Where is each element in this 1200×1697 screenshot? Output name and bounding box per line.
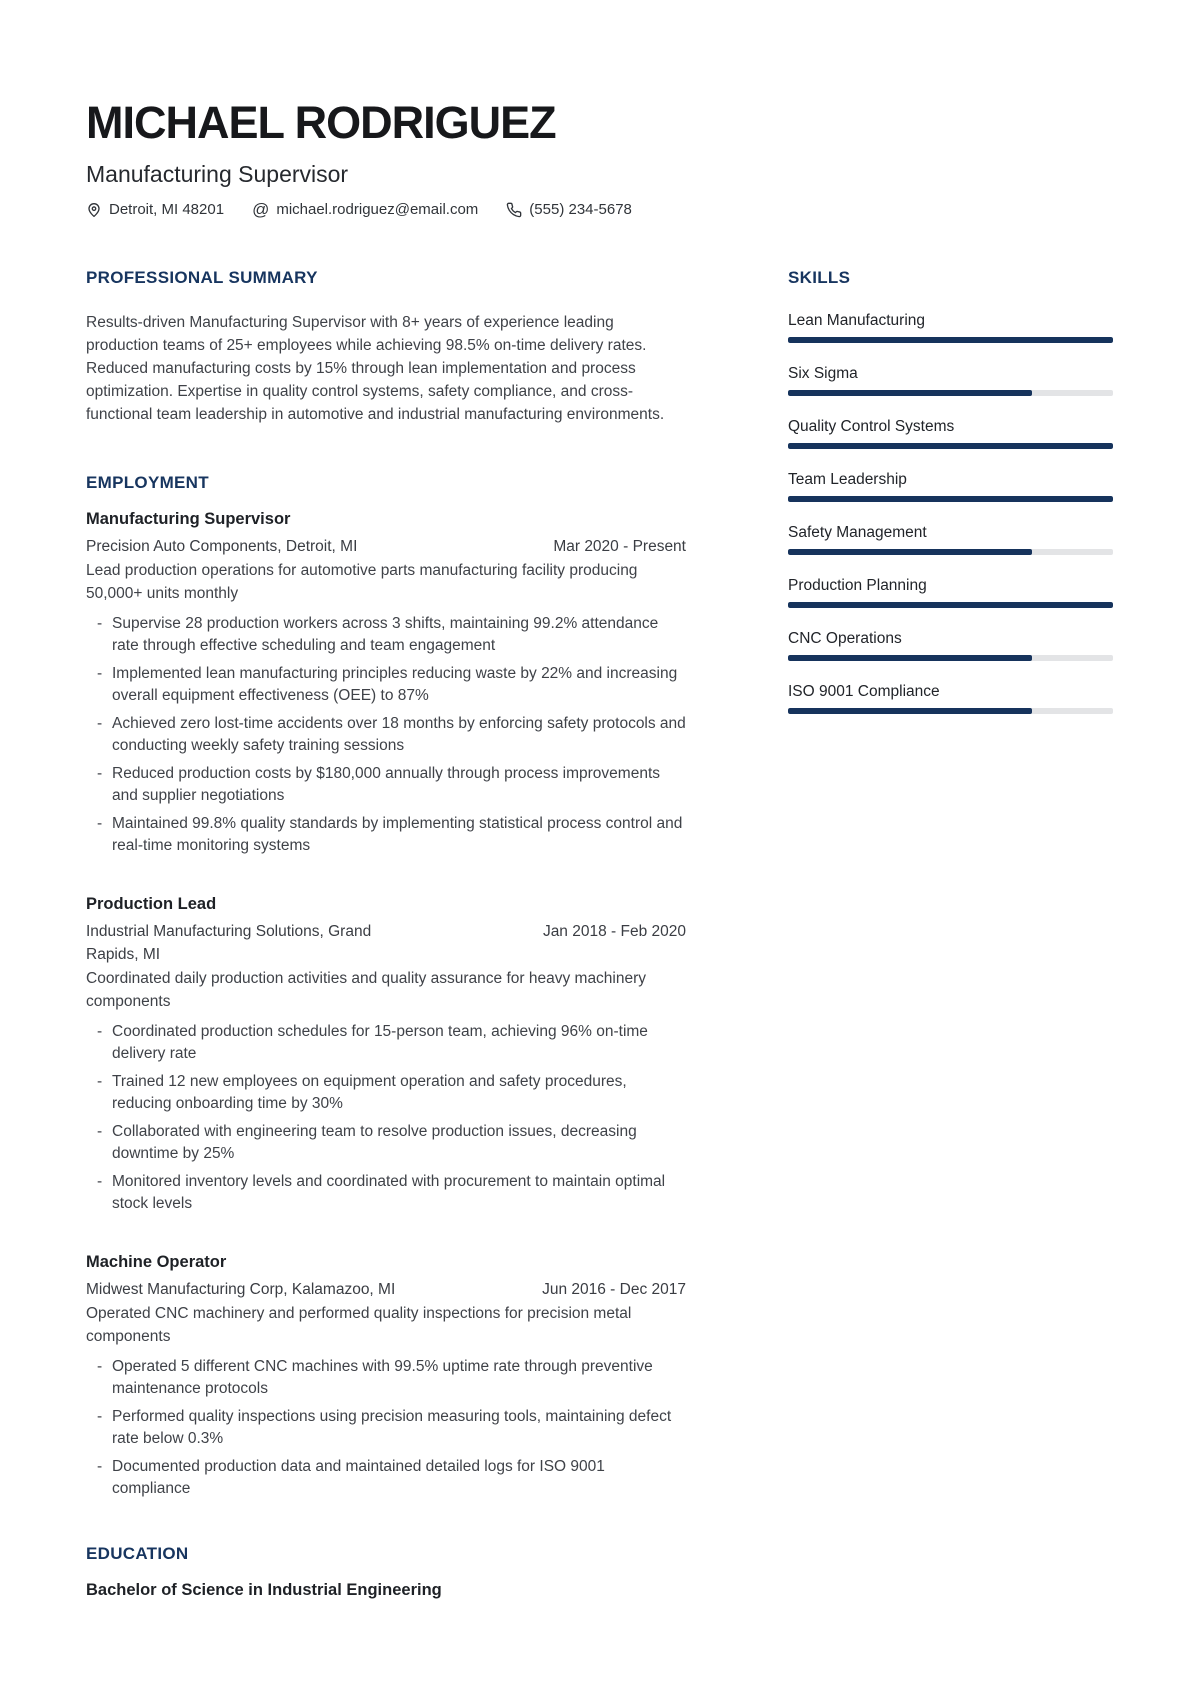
education-section bbox=[86, 1544, 686, 1600]
skill-bar-fill bbox=[788, 496, 1113, 502]
resume-header bbox=[0, 0, 1200, 218]
skill-item bbox=[788, 523, 1113, 555]
job-bullet: - Reduced production costs by $180,000 annually through process improvements and supplier negotiations bbox=[86, 763, 686, 807]
skill-label: Lean Manufacturing bbox=[788, 311, 926, 329]
job-bullet-list bbox=[86, 1356, 686, 1500]
skill-bar-track bbox=[788, 337, 1113, 343]
job-dates: Jun 2016 - Dec 2017 bbox=[542, 1281, 686, 1299]
job-company: Midwest Manufacturing Corp, Kalamazoo, MI bbox=[86, 1281, 396, 1299]
skill-label: Six Sigma bbox=[788, 364, 858, 382]
skill-label: Production Planning bbox=[788, 576, 927, 594]
job-entry bbox=[86, 508, 686, 857]
job-bullet: - Performed quality inspections using precision measuring tools, maintaining defect rate below 0.3% bbox=[86, 1406, 686, 1450]
job-title: Production Lead bbox=[86, 895, 217, 914]
skill-bar-track bbox=[788, 496, 1113, 502]
skill-label: ISO 9001 Compliance bbox=[788, 682, 940, 700]
skill-bar-track bbox=[788, 602, 1113, 608]
skills-heading: SKILLS bbox=[788, 268, 851, 288]
job-bullet-list bbox=[86, 1021, 686, 1215]
professional-summary-heading: PROFESSIONAL SUMMARY bbox=[86, 268, 318, 288]
job-company: Precision Auto Components, Detroit, MI bbox=[86, 538, 358, 556]
job-description: Coordinated daily production activities and quality assurance for heavy machinery components bbox=[86, 970, 647, 1011]
job-bullet: - Supervise 28 production workers across 3 shifts, maintaining 99.2% attendance rate through effective scheduling and team engagement bbox=[86, 613, 686, 657]
skill-label: Quality Control Systems bbox=[788, 417, 955, 435]
job-description: Operated CNC machinery and performed quality inspections for precision metal components bbox=[86, 1305, 632, 1346]
contact-email bbox=[252, 201, 478, 218]
skill-bar-track bbox=[788, 708, 1113, 714]
employment-section bbox=[86, 473, 686, 1500]
job-bullet: - Coordinated production schedules for 15-person team, achieving 96% on-time delivery rate bbox=[86, 1021, 686, 1065]
job-bullet: - Trained 12 new employees on equipment operation and safety procedures, reducing onboarding time by 30% bbox=[86, 1071, 686, 1115]
skill-item bbox=[788, 629, 1113, 661]
skill-bar-fill bbox=[788, 708, 1032, 714]
job-dates: Mar 2020 - Present bbox=[553, 538, 686, 556]
skill-bar-fill bbox=[788, 549, 1032, 555]
contact-location-text: Detroit, MI 48201 bbox=[109, 201, 225, 219]
job-bullet: - Collaborated with engineering team to resolve production issues, decreasing downtime by 25% bbox=[86, 1121, 686, 1165]
contact-row bbox=[86, 201, 1113, 218]
skill-item bbox=[788, 682, 1113, 714]
phone-icon bbox=[506, 202, 522, 218]
skill-bar-fill bbox=[788, 655, 1032, 661]
job-bullet: - Operated 5 different CNC machines with 99.5% uptime rate through preventive maintenance protocols bbox=[86, 1356, 686, 1400]
skill-bar-track bbox=[788, 549, 1113, 555]
job-entry bbox=[86, 1251, 686, 1500]
main-column bbox=[86, 268, 686, 1600]
job-bullet: - Documented production data and maintained detailed logs for ISO 9001 compliance bbox=[86, 1456, 686, 1500]
job-bullet: - Achieved zero lost-time accidents over 18 months by enforcing safety protocols and conducting weekly safety training sessions bbox=[86, 713, 686, 757]
skills-list bbox=[788, 311, 1113, 714]
job-dates: Jan 2018 - Feb 2020 bbox=[542, 923, 686, 941]
skill-bar-fill bbox=[788, 602, 1113, 608]
job-company: Industrial Manufacturing Solutions, Grand Rapids, MI bbox=[86, 923, 372, 964]
job-meta bbox=[86, 920, 686, 966]
at-sign-icon: @ bbox=[252, 200, 270, 220]
contact-location bbox=[86, 201, 224, 218]
job-bullet: - Maintained 99.8% quality standards by implementing statistical process control and real-time monitoring systems bbox=[86, 813, 686, 857]
contact-phone-text: (555) 234-5678 bbox=[529, 201, 632, 219]
skill-bar-fill bbox=[788, 337, 1113, 343]
job-entry bbox=[86, 893, 686, 1215]
skill-bar-fill bbox=[788, 443, 1113, 449]
resume-body bbox=[0, 268, 1200, 1600]
candidate-title: Manufacturing Supervisor bbox=[86, 161, 349, 187]
job-bullet: - Implemented lean manufacturing principles reducing waste by 22% and increasing overall equipment effectiveness (OEE) to 87% bbox=[86, 663, 686, 707]
professional-summary-section bbox=[86, 268, 686, 425]
job-title: Machine Operator bbox=[86, 1253, 227, 1272]
skill-item bbox=[788, 311, 1113, 343]
skill-bar-track bbox=[788, 655, 1113, 661]
skill-label: Team Leadership bbox=[788, 470, 907, 488]
skill-item bbox=[788, 364, 1113, 396]
location-pin-icon bbox=[86, 202, 102, 218]
skill-label: CNC Operations bbox=[788, 629, 902, 647]
employment-heading: EMPLOYMENT bbox=[86, 472, 209, 492]
job-title: Manufacturing Supervisor bbox=[86, 510, 291, 529]
skill-bar-track bbox=[788, 443, 1113, 449]
job-bullet: - Monitored inventory levels and coordinated with procurement to maintain optimal stock levels bbox=[86, 1171, 686, 1215]
job-bullet-list bbox=[86, 613, 686, 857]
skill-bar-track bbox=[788, 390, 1113, 396]
candidate-name: MICHAEL RODRIGUEZ bbox=[86, 97, 556, 148]
skill-item bbox=[788, 417, 1113, 449]
skill-bar-fill bbox=[788, 390, 1032, 396]
skills-column bbox=[788, 268, 1113, 1600]
education-heading: EDUCATION bbox=[86, 1544, 189, 1564]
skill-label: Safety Management bbox=[788, 523, 927, 541]
job-meta bbox=[86, 1278, 686, 1301]
professional-summary-text: Results-driven Manufacturing Supervisor with 8+ years of experience leading production teams of 25+ employees while achieving 98.5% on-time delivery rates. Reduced manufacturing costs by 15% through lean implementation and process optimization. Expertise in quality control systems, safety compliance, and cross-functional team leadership in automotive and industrial manufacturing environments. bbox=[86, 313, 665, 423]
contact-email-text: michael.rodriguez@email.com bbox=[276, 201, 479, 219]
education-degree: Bachelor of Science in Industrial Engineering bbox=[86, 1580, 442, 1599]
skill-item bbox=[788, 470, 1113, 502]
job-meta bbox=[86, 535, 686, 558]
contact-phone bbox=[506, 201, 632, 218]
job-description: Lead production operations for automotive parts manufacturing facility producing 50,000+ units monthly bbox=[86, 562, 638, 603]
skill-item bbox=[788, 576, 1113, 608]
